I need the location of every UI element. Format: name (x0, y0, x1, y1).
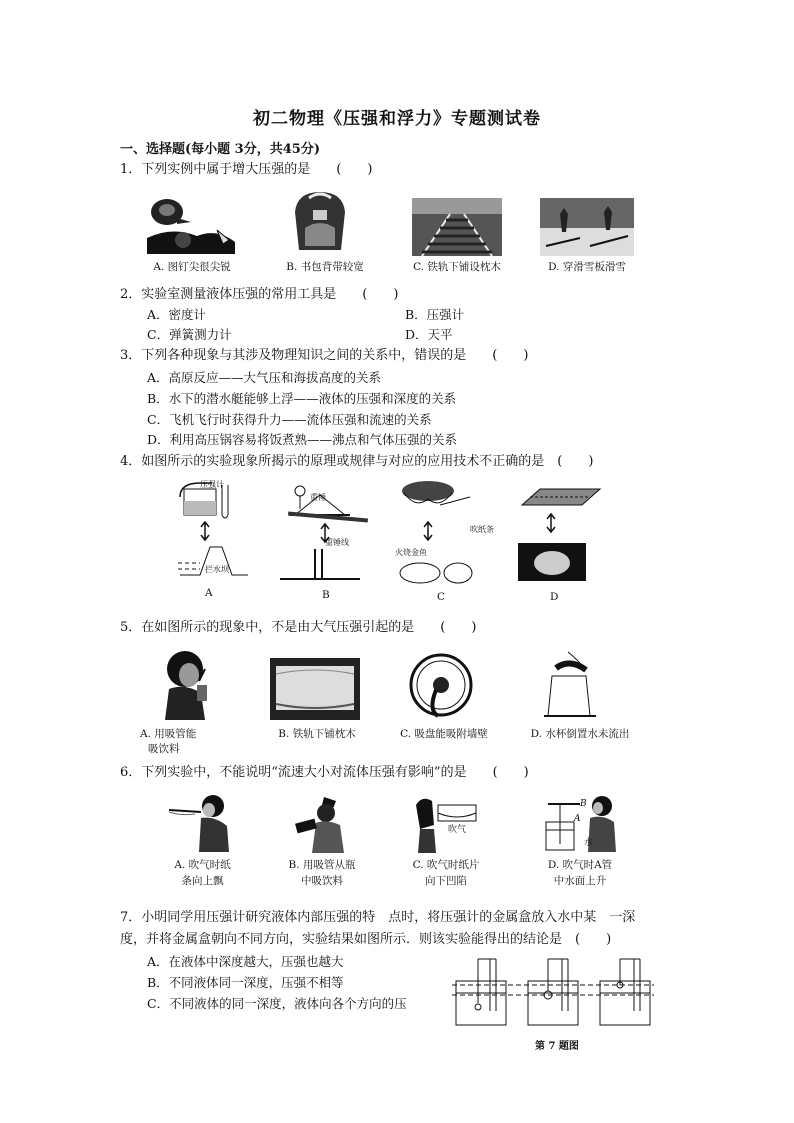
q1-image-b-backpack (285, 188, 355, 256)
q5-caption-b: B. 铁轨下铺枕木 (278, 728, 356, 740)
q7-figure-caption: 第 7 题图 (535, 1041, 579, 1052)
question-2-stem: 2．实验室测量液体压强的常用工具是 ( ) (120, 287, 399, 302)
q2-option-c: C．弹簧测力计 (147, 327, 232, 342)
q1-caption-b: B. 书包背带较宽 (286, 261, 364, 273)
q7-option-c: C．不同液体的同一深度，液体向各个方向的压 (147, 996, 407, 1011)
q1-caption-c: C. 铁轨下铺设枕木 (413, 261, 501, 273)
q1-caption-a: A. 图钉尖很尖锐 (153, 261, 231, 273)
q2-option-b: B．压强计 (405, 307, 465, 322)
q5-image-d-inverted-cup (538, 650, 600, 720)
q6-image-a-blow-paper (165, 790, 235, 852)
q4-letter-b: B (322, 589, 330, 601)
q2-option-a: A．密度计 (147, 307, 207, 322)
question-6-stem: 6．下列实验中，不能说明“流速大小对流体压强有影响”的是 ( ) (120, 765, 529, 780)
q6-caption-c-line2: 向下凹陷 (425, 875, 467, 887)
q6-caption-b-line2: 中吸饮料 (301, 875, 343, 887)
q7-option-b: B．不同液体同一深度，压强不相等 (147, 975, 344, 990)
q7-option-a: A．在液体中深度越大，压强也越大 (147, 954, 344, 969)
q3-option-a: A．高原反应——大气压和海拔高度的关系 (147, 370, 382, 385)
q4-letter-d: D (550, 591, 559, 603)
q5-image-b-rail-ties (270, 658, 360, 720)
q5-image-a-straw (155, 645, 215, 720)
section-heading: 一、选择题(每小题 3分，共45分) (120, 142, 320, 157)
q5-image-c-suction-cup (408, 650, 474, 720)
q6-image-c-paper-card (412, 795, 482, 853)
question-7-stem-line2: 度，并将金属盒朝向不同方向，实验结果如图所示．则该实验能得出的结论是 ( ) (120, 932, 612, 947)
question-7-stem-line1: 7．小明同学用压强计研究液体内部压强的特 点时，将压强计的金属盒放入水中某 一深 (120, 910, 636, 925)
q6-label-water: 水 (584, 838, 594, 848)
question-5-stem: 5．在如图所示的现象中，不是由大气压强引起的是 ( ) (120, 620, 477, 635)
q5-caption-c: C. 吸盘能吸附墙壁 (400, 728, 488, 740)
q3-option-b: B．水下的潜水艇能够上浮——液体的压强和深度的关系 (147, 391, 457, 406)
q6-caption-d-line2: 中水面上升 (553, 875, 607, 887)
q4-label-blow-strip: 吹纸条 (470, 525, 494, 534)
q1-image-d-skiing (540, 198, 634, 256)
q6-label-b: B (580, 799, 587, 809)
q6-caption-c-line1: C. 吹气时纸片 (412, 859, 480, 871)
q3-option-d: D．利用高压锅容易将饭煮熟——沸点和气体压强的关系 (147, 432, 458, 447)
q4-figure (170, 475, 620, 605)
q6-caption-a-line1: A. 吹气时纸 (174, 859, 231, 871)
page-title: 初二物理《压强和浮力》专题测试卷 (253, 109, 541, 129)
q1-caption-d: D. 穿滑雪板滑雪 (548, 261, 626, 273)
q6-image-b-straw-bottle (290, 795, 352, 853)
q2-option-d: D．天平 (405, 327, 453, 342)
q6-label-a: A (574, 814, 581, 824)
q4-label-plumb-line: 重锤线 (325, 538, 349, 547)
q6-caption-b-line1: B. 用吸管从瓶 (288, 859, 356, 871)
q6-label-blow: 吹气 (448, 825, 467, 835)
question-3-stem: 3．下列各种现象与其涉及物理知识之间的关系中，错误的是 ( ) (120, 348, 529, 363)
q5-caption-a-line1: A. 用吸管能 (140, 728, 197, 740)
question-1-stem: 1．下列实例中属于增大压强的是 ( ) (120, 162, 373, 177)
q5-caption-a-line2: 吸饮料 (148, 743, 180, 755)
q1-image-c-railway (412, 198, 502, 256)
q1-image-a-thumbtack (147, 192, 237, 254)
q5-caption-d: D. 水杯倒置水未流出 (530, 728, 630, 740)
question-4-stem: 4．如图所示的实验现象所揭示的原理或规律与对应的应用技术不正确的是 ( ) (120, 454, 594, 469)
q4-letter-c: C (437, 591, 446, 603)
q6-caption-a-line2: 条向上飘 (181, 875, 224, 887)
q4-label-dam: 拦水坝 (205, 565, 229, 574)
q4-label-pressure-gauge: 压强计 (200, 480, 224, 489)
q4-letter-a: A (205, 587, 213, 599)
q3-option-c: C．飞机飞行时获得升力——流体压强和流速的关系 (147, 412, 432, 427)
q6-caption-d-line1: D. 吹气时A管 (547, 859, 613, 871)
q4-label-fire-fish: 火烧金鱼 (395, 548, 427, 557)
q7-figure-pressure-gauges (448, 955, 658, 1030)
q4-label-heavy-hammer: 重锤 (310, 493, 326, 502)
